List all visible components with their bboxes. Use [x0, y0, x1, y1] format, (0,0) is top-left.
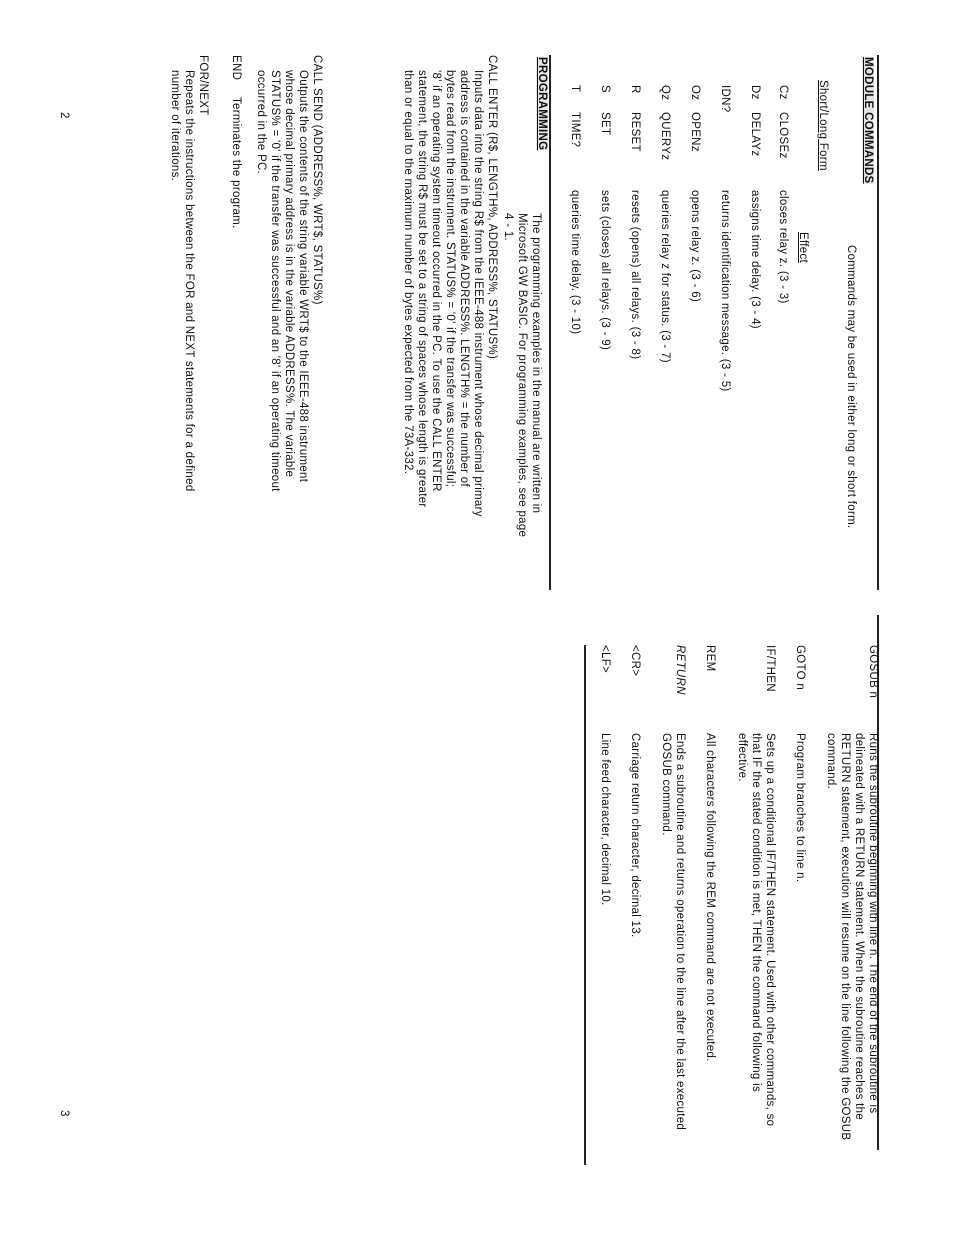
cmd-effect: opens relay z. (3 - 6) — [689, 190, 701, 303]
cmd-effect: sets (closes) all relays. (3 - 9) — [599, 190, 611, 351]
call-enter-line: bytes read from the instrument. STATUS% = '0' if the transfer was successful; — [444, 70, 456, 488]
end-term: END — [230, 55, 242, 81]
cmd-short: Dz — [749, 85, 761, 100]
return-line: Ends a subroutine and returns operation to the line after the last executed — [674, 733, 686, 1131]
rem-line: All characters following the REM command are not executed. — [704, 733, 716, 1062]
goto-line: Program branches to line n. — [794, 733, 806, 883]
for-next-term: FOR/NEXT — [197, 55, 209, 116]
end-description: Terminates the program. — [230, 97, 242, 229]
rem-term: REM — [704, 645, 716, 672]
ifthen-line: Sets up a conditional IF/THEN statement. Used with other commands, so — [764, 733, 776, 1127]
call-send-line: occurred in the PC. — [255, 70, 267, 175]
call-enter-line: Inputs data into the string R$ from the IEEE-488 instrument whose decimal primary — [472, 70, 484, 517]
call-send-heading: CALL SEND (ADDRESS%, WRT$, STATUS%) — [311, 55, 323, 305]
cmd-effect: closes relay z. (3 - 3) — [777, 190, 789, 304]
cmd-long: OPENz — [689, 112, 701, 152]
col-header-short-long: Short/Long Form — [817, 80, 829, 171]
cmd-long: IDN? — [719, 85, 731, 113]
call-send-line: whose decimal primary address is in the variable ADDRESS%. The variable — [283, 70, 295, 478]
programming-intro-line: 4 - 1. — [502, 213, 514, 242]
cmd-effect: queries time delay. (3 - 10) — [569, 190, 581, 335]
cmd-short: T — [569, 85, 581, 93]
cr-line: Carriage return character, decimal 13. — [629, 733, 641, 938]
cmd-short: Oz — [689, 85, 701, 101]
call-send-line: Outputs the contents of the string variable WRT$ to the IEEE-488 instrument — [297, 70, 309, 483]
gosub-line: Runs the subroutine beginning with line n. The end of the subroutine is — [867, 733, 879, 1114]
lf-line: Line feed character, decimal 10. — [599, 733, 611, 906]
programming-intro-line: The programming examples in the manual are written in — [530, 213, 542, 514]
gosub-line: delineated with a RETURN statement. When the subroutine reaches the — [853, 733, 865, 1121]
return-term: RETURN — [674, 645, 686, 695]
cmd-long: TIME? — [569, 112, 581, 148]
call-enter-line: statement, the string R$ must be set to a string of spaces whose length is greater — [416, 70, 428, 508]
lf-term: <LF> — [599, 645, 611, 674]
call-enter-heading: CALL ENTER (R$, LENGTH%, ADDRESS%, STATUS%) — [486, 55, 498, 360]
gosub-line: RETURN statement, execution will resume on the line following the GOSUB — [839, 733, 851, 1141]
page-number: 3 — [58, 1110, 70, 1117]
cmd-effect: returns identification message. (3 - 5) — [719, 190, 731, 392]
return-line: GOSUB command. — [660, 733, 672, 836]
for-next-line: number of iterations. — [169, 70, 181, 182]
module-commands-title: MODULE COMMANDS — [862, 57, 874, 184]
page-number: 2 — [58, 112, 70, 119]
ifthen-line: that IF the stated condition is met, THEN the command following is — [750, 733, 762, 1092]
call-enter-line: '8' if an operating system timeout occurred in the PC. To use the CALL ENTER — [430, 70, 442, 492]
cmd-short: S — [599, 85, 611, 93]
programming-intro-line: Microsoft GW BASIC. For programming examples, see page — [516, 213, 528, 538]
cmd-long: CLOSEz — [777, 112, 789, 159]
cmd-effect: assigns time delay. (3 - 4) — [749, 190, 761, 329]
gosub-line: command. — [825, 733, 837, 790]
ifthen-line: effective. — [736, 733, 748, 782]
module-commands-top-rule — [877, 55, 879, 590]
cmd-long: SET — [599, 112, 611, 136]
cmd-short: R — [629, 85, 641, 94]
cmd-long: QUERYz — [659, 112, 671, 161]
cmd-effect: resets (opens) all relays. (3 - 8) — [629, 190, 641, 360]
cr-term: <CR> — [629, 645, 641, 677]
cmd-long: RESET — [629, 112, 641, 152]
programming-top-rule — [549, 55, 551, 590]
goto-term: GOTO n — [794, 645, 806, 691]
gosub-term: GOSUB n — [867, 645, 879, 699]
right-page-bottom-rule — [584, 645, 586, 1165]
cmd-effect: queries relay z for status. (3 - 7) — [659, 190, 671, 363]
cmd-long: DELAYz — [749, 112, 761, 157]
module-commands-intro: Commands may be used in either long or short form. — [845, 245, 857, 529]
cmd-short: Qz — [659, 85, 671, 101]
ifthen-term: IF/THEN — [764, 645, 776, 692]
cmd-short: Cz — [777, 85, 789, 100]
programming-title: PROGRAMMING — [536, 57, 548, 151]
call-send-line: STATUS% = '0' if the transfer was successful and an '8' if an operating timeout — [269, 70, 281, 492]
call-enter-line: address is contained in the variable ADDRESS%. LENGTH% = the number of — [458, 70, 470, 487]
call-enter-line: than or equal to the maximum number of bytes expected from the 73A-332. — [402, 70, 414, 475]
col-header-effect: Effect — [797, 232, 809, 263]
for-next-line: Repeats the instructions between the FOR and NEXT statements for a defined — [183, 70, 195, 492]
